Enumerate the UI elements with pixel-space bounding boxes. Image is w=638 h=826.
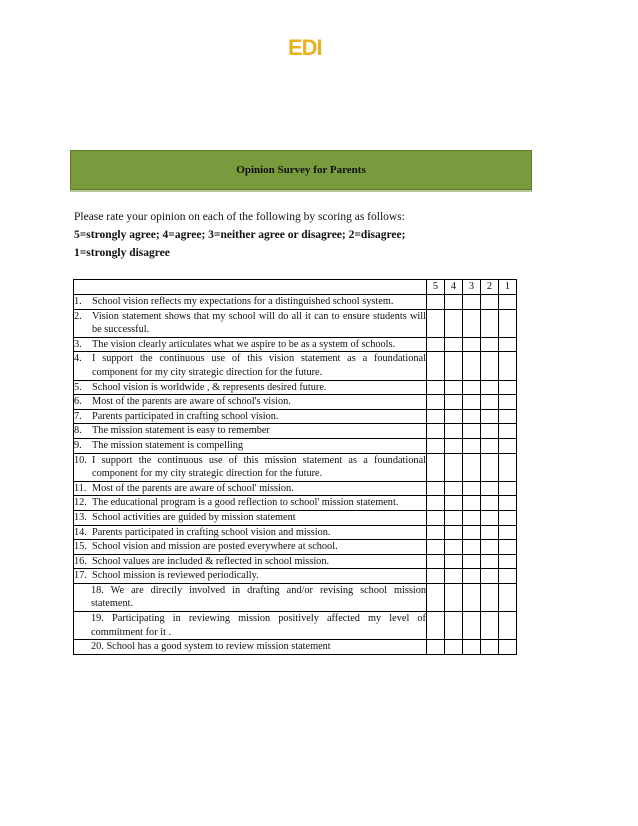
item-text: Participating in reviewing mission positively affected my level of commitment for it . bbox=[91, 613, 426, 638]
rating-cell-4[interactable] bbox=[445, 453, 463, 481]
rating-cell-4[interactable] bbox=[445, 438, 463, 453]
rating-cell-3[interactable] bbox=[463, 525, 481, 540]
table-row bbox=[74, 424, 517, 439]
item-text: The educational program is a good reflection to school' mission statement. bbox=[92, 497, 399, 509]
rating-cell-4[interactable] bbox=[445, 481, 463, 496]
survey-item bbox=[74, 583, 427, 611]
score-header: 5 bbox=[427, 280, 445, 295]
rating-cell-1[interactable] bbox=[499, 569, 517, 584]
rating-cell-4[interactable] bbox=[445, 337, 463, 352]
rating-cell-2[interactable] bbox=[481, 352, 499, 380]
item-number: 5. bbox=[74, 381, 82, 393]
item-number: 8. bbox=[74, 425, 82, 437]
item-number: 17. bbox=[74, 570, 87, 582]
table-row bbox=[74, 496, 517, 511]
rating-cell-2[interactable] bbox=[481, 496, 499, 511]
edi-logo bbox=[288, 37, 358, 77]
rating-cell-2[interactable] bbox=[481, 309, 499, 337]
item-text: School values are included & reflected in school mission. bbox=[92, 555, 330, 567]
item-number: 11. bbox=[74, 482, 87, 494]
rating-cell-5[interactable] bbox=[427, 337, 445, 352]
item-text: School vision is worldwide , & represents desired future. bbox=[92, 381, 327, 393]
survey-item bbox=[74, 569, 427, 584]
rating-cell-1[interactable] bbox=[499, 540, 517, 555]
survey-item bbox=[74, 295, 427, 310]
rating-cell-1[interactable] bbox=[499, 352, 517, 380]
item-number: 4. bbox=[74, 353, 82, 365]
rating-cell-3[interactable] bbox=[463, 395, 481, 410]
item-text: The vision clearly articulates what we aspire to be as a system of schools. bbox=[92, 338, 396, 350]
rating-cell-2[interactable] bbox=[481, 640, 499, 655]
rating-cell-5[interactable] bbox=[427, 540, 445, 555]
rating-cell-2[interactable] bbox=[481, 540, 499, 555]
item-text: We are directly involved in drafting and/or revising school mission statement. bbox=[91, 584, 426, 610]
rating-cell-3[interactable] bbox=[463, 352, 481, 380]
rating-cell-4[interactable] bbox=[445, 309, 463, 337]
rating-cell-1[interactable] bbox=[499, 612, 517, 640]
rating-cell-3[interactable] bbox=[463, 409, 481, 424]
rating-cell-2[interactable] bbox=[481, 569, 499, 584]
rating-instructions bbox=[74, 208, 534, 262]
item-text: School has a good system to review mission statement bbox=[106, 641, 331, 653]
rating-cell-5[interactable] bbox=[427, 409, 445, 424]
item-text: I support the continuous use of this mission statement as a foundational component for my city strategic direction for the future. bbox=[92, 454, 426, 480]
table-row bbox=[74, 409, 517, 424]
rating-cell-4[interactable] bbox=[445, 554, 463, 569]
survey-item bbox=[74, 409, 427, 424]
logo-text: EDI bbox=[288, 35, 322, 60]
item-text: Vision statement shows that my school will do all it can to ensure students will be successful. bbox=[92, 310, 426, 336]
rating-cell-5[interactable] bbox=[427, 309, 445, 337]
rating-cell-5[interactable] bbox=[427, 395, 445, 410]
rating-cell-5[interactable] bbox=[427, 510, 445, 525]
item-text: Parents participated in crafting school vision. bbox=[92, 410, 279, 422]
rating-cell-1[interactable] bbox=[499, 640, 517, 655]
rating-cell-4[interactable] bbox=[445, 380, 463, 395]
rating-cell-3[interactable] bbox=[463, 295, 481, 310]
survey-title-banner bbox=[70, 150, 532, 190]
rating-cell-1[interactable] bbox=[499, 554, 517, 569]
rating-cell-4[interactable] bbox=[445, 409, 463, 424]
survey-item bbox=[74, 395, 427, 410]
survey-item bbox=[74, 337, 427, 352]
rating-cell-2[interactable] bbox=[481, 612, 499, 640]
item-text: School mission is reviewed periodically. bbox=[92, 570, 259, 582]
item-number: 10. bbox=[74, 454, 87, 466]
rating-cell-3[interactable] bbox=[463, 481, 481, 496]
survey-item bbox=[74, 424, 427, 439]
rating-cell-2[interactable] bbox=[481, 510, 499, 525]
rating-cell-5[interactable] bbox=[427, 380, 445, 395]
header-blank-cell bbox=[74, 280, 427, 295]
item-number: 18. bbox=[91, 584, 104, 596]
header-row bbox=[74, 280, 517, 295]
rating-cell-2[interactable] bbox=[481, 481, 499, 496]
score-header: 4 bbox=[445, 280, 463, 295]
rating-cell-4[interactable] bbox=[445, 640, 463, 655]
rating-cell-5[interactable] bbox=[427, 583, 445, 611]
table-row bbox=[74, 569, 517, 584]
table-row bbox=[74, 525, 517, 540]
survey-table bbox=[73, 279, 517, 655]
page-title: Opinion Survey for Parents bbox=[236, 164, 366, 176]
rating-cell-1[interactable] bbox=[499, 481, 517, 496]
survey-item bbox=[74, 453, 427, 481]
rating-cell-5[interactable] bbox=[427, 569, 445, 584]
rating-cell-2[interactable] bbox=[481, 295, 499, 310]
score-header: 3 bbox=[463, 280, 481, 295]
table-row bbox=[74, 554, 517, 569]
rating-cell-4[interactable] bbox=[445, 583, 463, 611]
rating-cell-3[interactable] bbox=[463, 309, 481, 337]
rating-cell-5[interactable] bbox=[427, 438, 445, 453]
rating-cell-3[interactable] bbox=[463, 337, 481, 352]
item-number: 12. bbox=[74, 497, 87, 509]
item-number: 19. bbox=[91, 613, 104, 625]
rating-cell-2[interactable] bbox=[481, 395, 499, 410]
rating-cell-4[interactable] bbox=[445, 525, 463, 540]
rating-cell-5[interactable] bbox=[427, 481, 445, 496]
rating-cell-2[interactable] bbox=[481, 438, 499, 453]
rating-cell-5[interactable] bbox=[427, 640, 445, 655]
item-number: 1. bbox=[74, 296, 82, 307]
survey-item bbox=[74, 640, 427, 655]
survey-item bbox=[74, 510, 427, 525]
rating-cell-1[interactable] bbox=[499, 438, 517, 453]
rating-cell-3[interactable] bbox=[463, 453, 481, 481]
table-row bbox=[74, 395, 517, 410]
survey-item bbox=[74, 481, 427, 496]
table-row bbox=[74, 640, 517, 655]
rating-cell-1[interactable] bbox=[499, 424, 517, 439]
rating-cell-2[interactable] bbox=[481, 583, 499, 611]
rating-cell-4[interactable] bbox=[445, 424, 463, 439]
rating-cell-3[interactable] bbox=[463, 640, 481, 655]
rating-cell-5[interactable] bbox=[427, 612, 445, 640]
rating-cell-3[interactable] bbox=[463, 583, 481, 611]
scale-line: 5=strongly agree; 4=agree; 3=neither agree or disagree; 2=disagree; bbox=[74, 229, 406, 241]
rating-cell-4[interactable] bbox=[445, 295, 463, 310]
rating-cell-1[interactable] bbox=[499, 337, 517, 352]
survey-item bbox=[74, 352, 427, 380]
rating-cell-2[interactable] bbox=[481, 554, 499, 569]
scale-line: 1=strongly disagree bbox=[74, 247, 170, 259]
rating-cell-1[interactable] bbox=[499, 453, 517, 481]
table-row bbox=[74, 583, 517, 611]
rating-cell-1[interactable] bbox=[499, 525, 517, 540]
item-text: The mission statement is compelling bbox=[92, 439, 243, 451]
score-header: 1 bbox=[499, 280, 517, 295]
rating-cell-3[interactable] bbox=[463, 554, 481, 569]
rating-cell-4[interactable] bbox=[445, 510, 463, 525]
table-row bbox=[74, 453, 517, 481]
instruction-line: Please rate your opinion on each of the following by scoring as follows: bbox=[74, 211, 405, 223]
rating-cell-2[interactable] bbox=[481, 525, 499, 540]
rating-cell-3[interactable] bbox=[463, 496, 481, 511]
rating-cell-5[interactable] bbox=[427, 453, 445, 481]
rating-cell-3[interactable] bbox=[463, 612, 481, 640]
rating-cell-2[interactable] bbox=[481, 424, 499, 439]
rating-cell-4[interactable] bbox=[445, 540, 463, 555]
table-row bbox=[74, 540, 517, 555]
rating-cell-5[interactable] bbox=[427, 496, 445, 511]
item-text: School vision and mission are posted everywhere at school. bbox=[92, 541, 338, 553]
table-row bbox=[74, 352, 517, 380]
rating-cell-1[interactable] bbox=[499, 409, 517, 424]
rating-cell-1[interactable] bbox=[499, 395, 517, 410]
survey-item bbox=[74, 525, 427, 540]
rating-cell-1[interactable] bbox=[499, 583, 517, 611]
item-number: 16. bbox=[74, 555, 87, 567]
rating-cell-3[interactable] bbox=[463, 540, 481, 555]
item-number: 7. bbox=[74, 410, 82, 422]
table-row bbox=[74, 438, 517, 453]
item-number: 6. bbox=[74, 396, 82, 408]
rating-cell-5[interactable] bbox=[427, 424, 445, 439]
item-number: 20. bbox=[91, 641, 104, 653]
score-header: 2 bbox=[481, 280, 499, 295]
rating-cell-5[interactable] bbox=[427, 554, 445, 569]
rating-cell-3[interactable] bbox=[463, 380, 481, 395]
item-text: School vision reflects my expectations for a distinguished school system. bbox=[92, 296, 394, 307]
item-text: Most of the parents are aware of school' mission. bbox=[92, 482, 294, 494]
survey-item bbox=[74, 554, 427, 569]
rating-cell-4[interactable] bbox=[445, 352, 463, 380]
item-number: 9. bbox=[74, 439, 82, 451]
rating-cell-3[interactable] bbox=[463, 510, 481, 525]
rating-cell-3[interactable] bbox=[463, 569, 481, 584]
table-row bbox=[74, 295, 517, 310]
item-text: Most of the parents are aware of school's vision. bbox=[92, 396, 291, 408]
rating-cell-1[interactable] bbox=[499, 295, 517, 310]
item-text: I support the continuous use of this vision statement as a foundational component for my city strategic direction for the future. bbox=[92, 353, 426, 378]
table-row bbox=[74, 380, 517, 395]
rating-cell-4[interactable] bbox=[445, 395, 463, 410]
rating-cell-3[interactable] bbox=[463, 424, 481, 439]
rating-cell-1[interactable] bbox=[499, 496, 517, 511]
rating-cell-2[interactable] bbox=[481, 453, 499, 481]
rating-cell-5[interactable] bbox=[427, 352, 445, 380]
rating-cell-5[interactable] bbox=[427, 525, 445, 540]
survey-item bbox=[74, 540, 427, 555]
table-row bbox=[74, 481, 517, 496]
rating-cell-1[interactable] bbox=[499, 309, 517, 337]
rating-cell-1[interactable] bbox=[499, 510, 517, 525]
rating-cell-5[interactable] bbox=[427, 295, 445, 310]
item-text: Parents participated in crafting school vision and mission. bbox=[92, 526, 331, 538]
rating-cell-4[interactable] bbox=[445, 569, 463, 584]
survey-item bbox=[74, 380, 427, 395]
rating-cell-4[interactable] bbox=[445, 496, 463, 511]
item-number: 13. bbox=[74, 511, 87, 523]
item-text: The mission statement is easy to remember bbox=[92, 425, 270, 437]
rating-cell-2[interactable] bbox=[481, 409, 499, 424]
item-number: 3. bbox=[74, 338, 82, 350]
rating-cell-2[interactable] bbox=[481, 380, 499, 395]
survey-item bbox=[74, 309, 427, 337]
survey-item bbox=[74, 438, 427, 453]
survey-item bbox=[74, 612, 427, 640]
rating-cell-1[interactable] bbox=[499, 380, 517, 395]
item-number: 14. bbox=[74, 526, 87, 538]
table-row bbox=[74, 337, 517, 352]
rating-cell-3[interactable] bbox=[463, 438, 481, 453]
item-number: 15. bbox=[74, 541, 87, 553]
table-row bbox=[74, 612, 517, 640]
survey-body bbox=[74, 295, 517, 655]
rating-cell-2[interactable] bbox=[481, 337, 499, 352]
table-row bbox=[74, 309, 517, 337]
table-row bbox=[74, 510, 517, 525]
item-text: School activities are guided by mission statement bbox=[92, 511, 296, 523]
rating-cell-4[interactable] bbox=[445, 612, 463, 640]
item-number: 2. bbox=[74, 310, 82, 322]
survey-item bbox=[74, 496, 427, 511]
